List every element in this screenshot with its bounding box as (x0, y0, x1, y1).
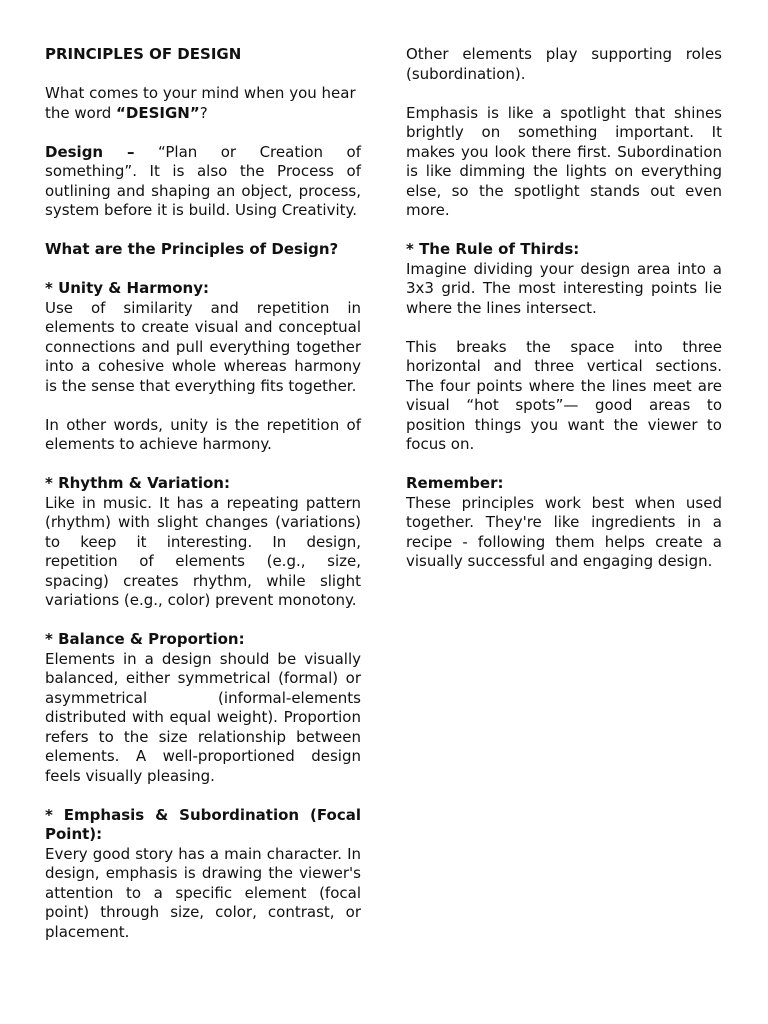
remember-body: These principles work best when used together. They're like ingredients in a recipe - following them helps create a visually successful and engaging design. (406, 493, 722, 570)
rhythm-body: Like in music. It has a repeating pattern (rhythm) with slight changes (variations) to keep it interesting. In design, repetition of elements (e.g., size, spacing) creates rhythm, while slight variations (e.g., color) prevent monotony. (45, 493, 361, 609)
unity-heading: * Unity & Harmony: (45, 279, 210, 297)
thirds-body: Imagine dividing your design area into a 3x3 grid. The most interesting points lie where the lines intersect. (406, 259, 722, 317)
principles-question: What are the Principles of Design? (45, 240, 339, 258)
balance-body: Elements in a design should be visually balanced, either symmetrical (formal) or asymmetrical (informal-elements distributed with equal weight). Proportion refers to the size relationship between elements. A well-proportioned design feels visually pleasing. (45, 649, 361, 785)
left-column (45, 45, 361, 942)
design-term: Design – (45, 142, 135, 161)
emphasis-spotlight: Emphasis is like a spotlight that shines brightly on something important. It makes you look there first. Subordination is like dimming the lights on everything else, so the spotlight stands out even more. (406, 103, 722, 219)
emphasis-heading: * Emphasis & Subordination (Focal Point): (45, 805, 361, 843)
intro-question: What comes to your mind when you hear the word “DESIGN”? (45, 84, 356, 122)
document-title: PRINCIPLES OF DESIGN (45, 45, 242, 63)
design-definition: Design – “Plan or Creation of something”. It is also the Process of outlining and shaping an object, process, system before it is build. Using Creativity. (45, 142, 361, 219)
unity-body: Use of similarity and repetition in elements to create visual and conceptual connections and pull everything together into a cohesive whole whereas harmony is the sense that everything fits together. (45, 298, 361, 395)
balance-heading: * Balance & Proportion: (45, 630, 245, 648)
rhythm-heading: * Rhythm & Variation: (45, 474, 230, 492)
emphasis-continued: Other elements play supporting roles (subordination). (406, 45, 722, 83)
right-column (406, 45, 722, 572)
thirds-detail: This breaks the space into three horizontal and three vertical sections. The four points where the lines meet are visual “hot spots”— good areas to position things you want the viewer to focus on. (406, 337, 722, 453)
remember-heading: Remember: (406, 474, 504, 492)
unity-note: In other words, unity is the repetition of elements to achieve harmony. (45, 415, 361, 453)
thirds-heading: * The Rule of Thirds: (406, 240, 580, 258)
emphasis-body: Every good story has a main character. In design, emphasis is drawing the viewer's attention to a specific element (focal point) through size, color, contrast, or placement. (45, 844, 361, 941)
